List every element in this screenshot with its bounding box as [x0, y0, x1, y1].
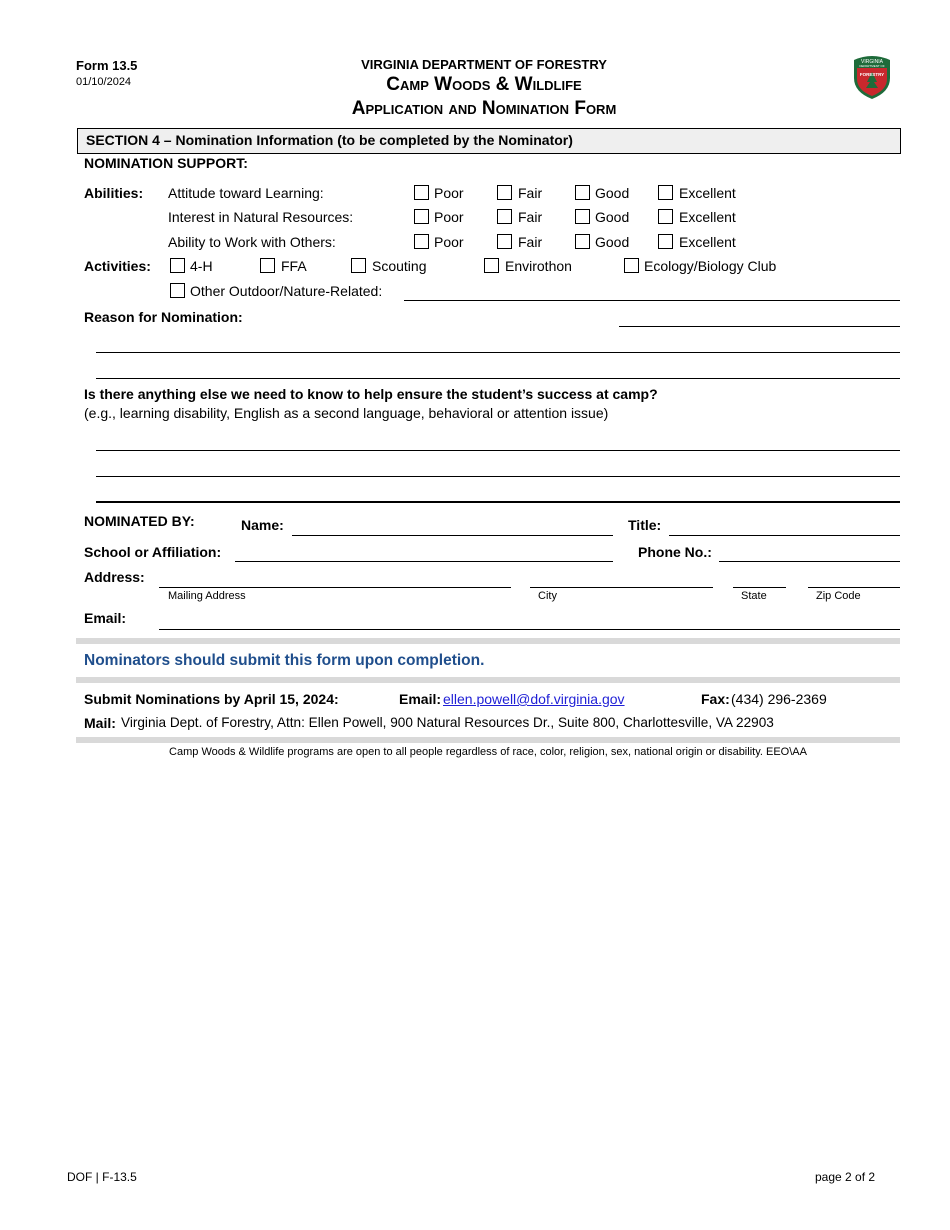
divider-bar: [76, 677, 900, 683]
divider-bar: [76, 737, 900, 743]
mailing-address-field[interactable]: [159, 587, 511, 588]
section-header: [77, 128, 901, 154]
logo-text-bottom: FORESTRY: [859, 72, 885, 77]
nominated-by-heading: NOMINATED BY:: [84, 513, 195, 529]
submit-email-label: Email:: [399, 691, 442, 707]
activity-ecology-checkbox[interactable]: [624, 258, 639, 273]
rating-label: Fair: [518, 209, 543, 225]
reason-field-line1[interactable]: [619, 326, 900, 327]
name-label: Name:: [241, 517, 284, 533]
rating-label: Good: [595, 185, 630, 201]
ability-interest-label: Interest in Natural Resources:: [168, 209, 354, 225]
attitude-good-checkbox[interactable]: [575, 185, 590, 200]
activity-scouting-checkbox[interactable]: [351, 258, 366, 273]
ability-work-label: Ability to Work with Others:: [168, 234, 336, 250]
mail-value: Virginia Dept. of Forestry, Attn: Ellen Powell, 900 Natural Resources Dr., Suite 800, Charlottesville, VA 22903: [121, 715, 774, 730]
interest-good-checkbox[interactable]: [575, 209, 590, 224]
activity-label: Envirothon: [505, 258, 572, 274]
interest-poor-checkbox[interactable]: [414, 209, 429, 224]
work-fair-checkbox[interactable]: [497, 234, 512, 249]
activity-label: Scouting: [372, 258, 427, 274]
success-field-line1[interactable]: [96, 450, 900, 451]
reason-field-line3[interactable]: [96, 378, 900, 379]
school-field[interactable]: [235, 561, 613, 562]
rating-label: Fair: [518, 185, 543, 201]
fax-value: (434) 296-2369: [731, 691, 827, 707]
city-field[interactable]: [530, 587, 713, 588]
email-field[interactable]: [159, 629, 900, 630]
zip-field[interactable]: [808, 587, 900, 588]
rating-label: Excellent: [679, 209, 736, 225]
success-question: Is there anything else we need to know to help ensure the student’s success at camp?: [84, 386, 658, 402]
rating-label: Excellent: [679, 185, 736, 201]
other-activity-label: Other Outdoor/Nature-Related:: [190, 283, 383, 299]
address-label: Address:: [84, 569, 145, 585]
footer-page-number: page 2 of 2: [815, 1170, 876, 1184]
rating-label: Poor: [434, 185, 464, 201]
rating-label: Excellent: [679, 234, 736, 250]
submit-email-link[interactable]: ellen.powell@dof.virginia.gov: [443, 691, 625, 707]
attitude-fair-checkbox[interactable]: [497, 185, 512, 200]
form-title-line2: Application and Nomination Form: [351, 98, 617, 119]
city-caption: City: [538, 590, 557, 602]
work-good-checkbox[interactable]: [575, 234, 590, 249]
agency-name: VIRGINIA DEPARTMENT OF FORESTRY: [361, 57, 607, 72]
title-field[interactable]: [669, 535, 900, 536]
phone-field[interactable]: [719, 561, 900, 562]
divider-bar: [76, 638, 900, 644]
reason-label: Reason for Nomination:: [84, 309, 243, 325]
zip-caption: Zip Code: [816, 590, 861, 602]
eeo-statement: Camp Woods & Wildlife programs are open to all people regardless of race, color, religion, sex, national origin or disability. EEO\AA: [169, 746, 807, 758]
ability-attitude-label: Attitude toward Learning:: [168, 185, 324, 201]
nomination-support-heading: NOMINATION SUPPORT:: [84, 155, 248, 171]
attitude-excellent-checkbox[interactable]: [658, 185, 673, 200]
rating-label: Good: [595, 234, 630, 250]
attitude-poor-checkbox[interactable]: [414, 185, 429, 200]
title-label: Title:: [628, 517, 662, 533]
logo-text-top: VIRGINIA: [861, 59, 883, 65]
reason-field-line2[interactable]: [96, 352, 900, 353]
form-date: 01/10/2024: [76, 76, 132, 88]
fax-label: Fax:: [701, 691, 730, 707]
email-label: Email:: [84, 610, 127, 626]
submit-deadline: Submit Nominations by April 15, 2024:: [84, 691, 339, 707]
footer-form-id: DOF | F-13.5: [67, 1170, 137, 1184]
success-field-line2[interactable]: [96, 476, 900, 477]
activity-label: 4-H: [190, 258, 213, 274]
section-title: SECTION 4 – Nomination Information (to be completed by the Nominator): [86, 132, 573, 148]
success-field-line3[interactable]: [96, 501, 900, 503]
form-title-line1: Camp Woods & Wildlife: [386, 74, 582, 95]
rating-label: Poor: [434, 234, 464, 250]
activity-4h-checkbox[interactable]: [170, 258, 185, 273]
work-excellent-checkbox[interactable]: [658, 234, 673, 249]
mailing-address-caption: Mailing Address: [168, 590, 246, 602]
success-examples: (e.g., learning disability, English as a second language, behavioral or attention issue): [84, 405, 609, 421]
mail-label: Mail:: [84, 715, 116, 731]
school-label: School or Affiliation:: [84, 544, 222, 560]
interest-fair-checkbox[interactable]: [497, 209, 512, 224]
forestry-logo: [852, 54, 892, 100]
state-caption: State: [741, 590, 767, 602]
other-activity-field[interactable]: [404, 300, 900, 301]
activity-ffa-checkbox[interactable]: [260, 258, 275, 273]
work-poor-checkbox[interactable]: [414, 234, 429, 249]
form-number: Form 13.5: [76, 58, 138, 73]
rating-label: Poor: [434, 209, 464, 225]
activity-envirothon-checkbox[interactable]: [484, 258, 499, 273]
phone-label: Phone No.:: [638, 544, 712, 560]
logo-text-mid: DEPARTMENT OF: [859, 64, 885, 68]
activity-label: FFA: [281, 258, 307, 274]
activity-label: Ecology/Biology Club: [644, 258, 777, 274]
activity-other-checkbox[interactable]: [170, 283, 185, 298]
name-field[interactable]: [292, 535, 613, 536]
abilities-label: Abilities:: [84, 185, 144, 201]
rating-label: Good: [595, 209, 630, 225]
rating-label: Fair: [518, 234, 543, 250]
activities-label: Activities:: [84, 258, 151, 274]
interest-excellent-checkbox[interactable]: [658, 209, 673, 224]
state-field[interactable]: [733, 587, 786, 588]
submit-notice: Nominators should submit this form upon completion.: [84, 652, 485, 669]
